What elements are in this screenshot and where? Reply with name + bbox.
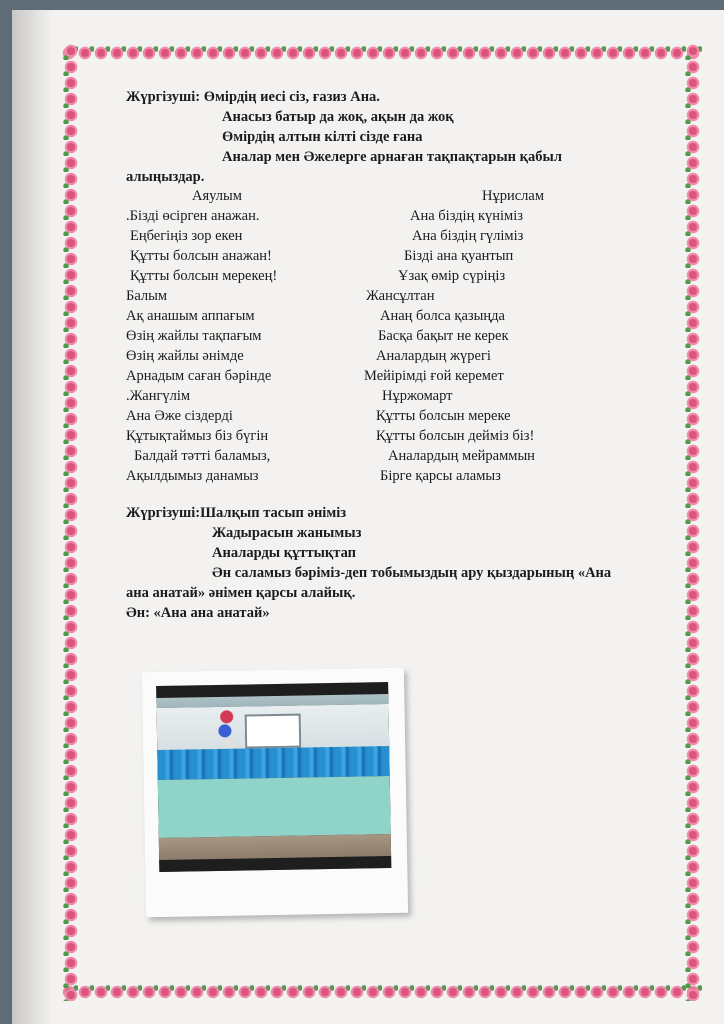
left-line: .Бізді өсірген анажан. [126,208,260,224]
presenter-line-2: Анасыз батыр да жоқ, ақын да жоқ [222,109,454,125]
presenter-footer-1: Жүргізуші:Шалқып тасып әніміз [126,505,347,521]
right-line: Ана біздің гүліміз [412,228,524,244]
left-heading-balym: Балым [126,288,168,304]
left-line: Құтты болсын мерекең! [130,268,278,284]
right-heading-nurzhomart: Нұржомарт [382,388,453,404]
right-line: Басқа бақыт не керек [378,328,509,344]
rose-border-top [62,44,702,62]
left-line: Ақылдымыз данамыз [126,468,259,484]
right-line: Ұзақ өмір сүріңіз [398,268,506,284]
presenter-line-1: Жүргізуші: Өмірдің иесі сіз, ғазиз Ана. [126,89,380,105]
right-line: Аналардың жүрегі [376,348,491,364]
left-line: Балдай тәтті баламыз, [134,448,271,464]
right-line: Ана біздің күніміз [410,208,523,224]
left-line: Құтықтаймыз біз бүгін [126,428,269,444]
rose-border-left [62,44,80,1001]
rose-border-bottom [62,983,702,1001]
left-line: Өзің жайлы әнімде [126,348,244,364]
right-line: Анаң болса қазыңда [380,308,505,324]
right-line: Бірге қарсы аламыз [380,468,501,484]
right-line: Құтты болсын мереке [376,408,511,424]
left-heading-zhangulim: .Жангүлім [126,388,191,404]
photo-card [142,668,408,918]
left-line: Ана Әже сіздерді [126,408,233,424]
right-line: Мейірімді ғой керемет [364,368,504,384]
right-heading-nurislam: Нұрислам [482,188,545,204]
presenter-line-3: Өмірдің алтын кілті сізде ғана [222,129,423,145]
left-line: Еңбегіңіз зор екен [130,228,243,244]
presenter-footer-5: ана анатай» әнімен қарсы алайық. [126,585,356,601]
presenter-line-4: Аналар мен Әжелерге арнаған тақпақтарын қабыл [222,149,562,165]
right-heading-zhansultan: Жансұлтан [366,288,435,304]
classroom-photo-icon [156,682,391,872]
presenter-footer-4: Ән саламыз бәріміз-деп тобымыздың ару қыздарының «Ана [212,565,612,581]
rose-border-right [684,44,702,1001]
song-title: Ән: «Ана ана анатай» [126,605,270,621]
right-line: Құтты болсын дейміз біз! [376,428,535,444]
presenter-line-5: алыңыздар. [126,169,205,185]
left-line: Құтты болсын анажан! [130,248,272,264]
left-heading-ayaulym: Аяулым [192,188,242,204]
left-line: Өзің жайлы тақпағым [126,328,262,344]
left-line: Арнадым саған бәрінде [126,368,272,384]
page-shadow [12,10,52,1024]
left-line: Ақ анашым аппағым [126,308,255,324]
right-line: Аналардың мейраммын [388,448,535,464]
presenter-footer-2: Жадырасын жанымыз [212,525,362,541]
presenter-footer-3: Аналарды құттықтап [212,545,356,561]
right-line: Бізді ана қуантып [404,248,514,264]
